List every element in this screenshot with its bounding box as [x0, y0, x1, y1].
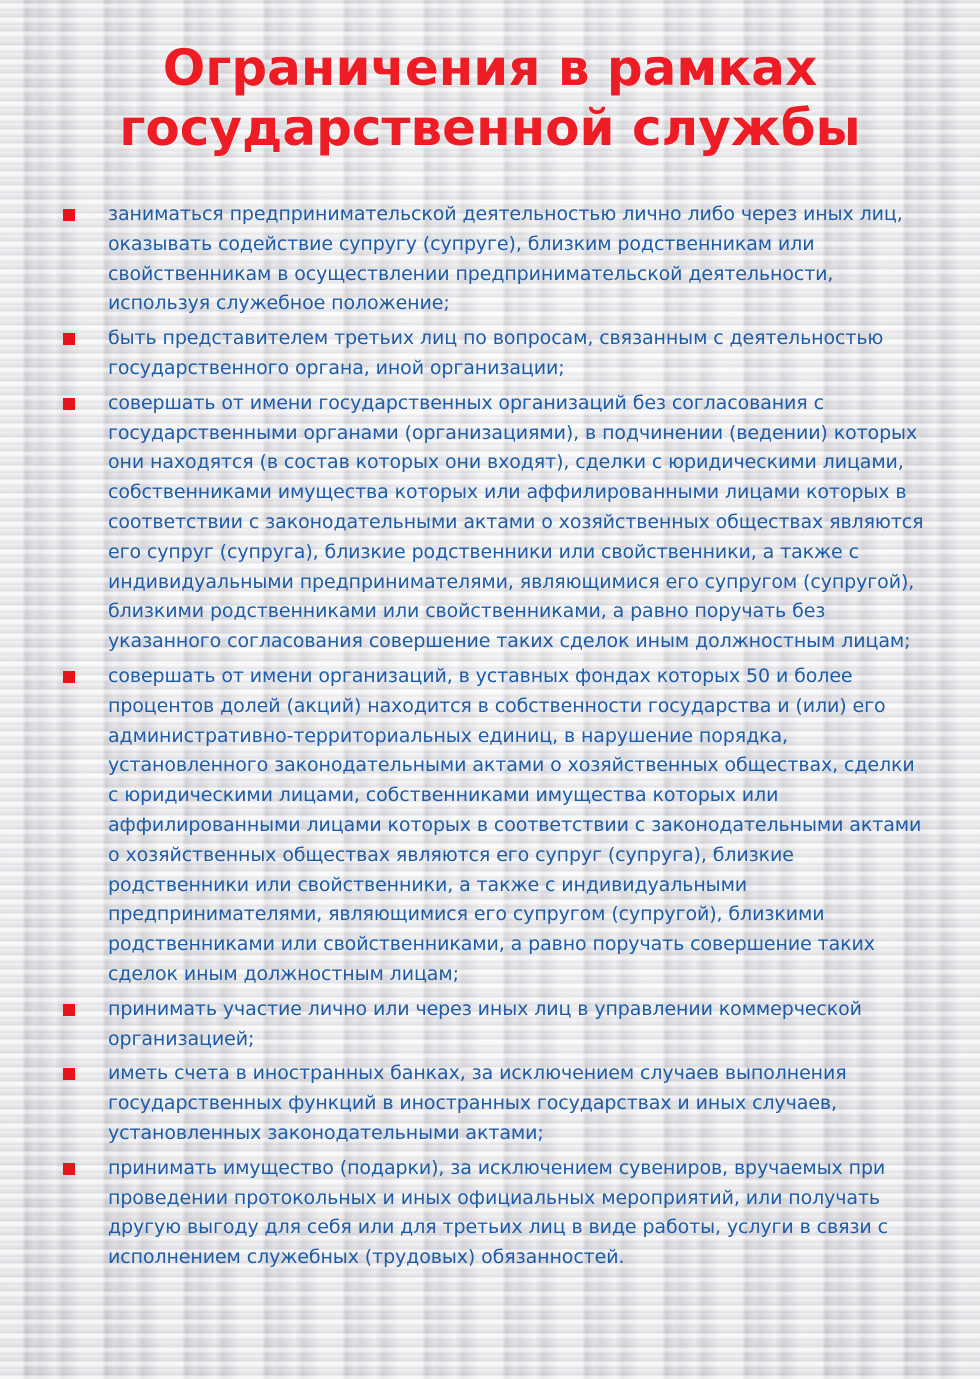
list-item-text: принимать имущество (подарки), за исключением сувениров, вручаемых при проведении протокольных и иных официальных мероприятий, или получать другую выгоду для себя или для третьих лиц в виде работы, услуги в связи с исполнением служебных (трудовых) обязанностей. [108, 1156, 888, 1269]
page-title: Ограничения в рамках государственной службы [119, 39, 861, 157]
list-item-text: совершать от имени организаций, в уставных фондах которых 50 и более процентов долей (акций) находится в собственности государства и (или) его административно-территориальных единиц, в нарушение порядка, установленного законодательными актами о хозяйственных обществах, сделки с юридическими лицами, собственниками имущества которых или аффилированными лицами которых в соответствии с законодательными актами о хозяйственных обществах являются его супруг (супруга), близкие родственники или свойственники, а также с индивидуальными предпринимателями, являющимися его супругом (супругой), близкими родственниками или свойственниками, а равно поручать совершение таких сделок иным должностным лицам; [108, 664, 922, 985]
list-item-text: совершать от имени государственных организаций без согласования с государственными органами (организациями), в подчинении (ведении) которых они находятся (в состав которых они входят), сделки с юридическими лицами, собственниками имущества которых или аффилированными лицами которых в соответствии с законодательными актами о хозяйственных обществах являются его супруг (супруга), близкие родственники или свойственники, а также с индивидуальными предпринимателями, являющимися его супругом (супругой), близкими родственниками или свойственниками, а равно поручать без указанного согласования совершение таких сделок иным должностным лицам; [108, 391, 924, 653]
square-bullet-icon [63, 398, 75, 410]
square-bullet-icon [63, 1068, 75, 1080]
restrictions-list [0, 200, 980, 1278]
list-item [0, 662, 980, 990]
list-item [0, 1154, 980, 1273]
list-item-text: иметь счета в иностранных банках, за исключением случаев выполнения государственных функций в иностранных государствах и иных случаев, установленных законодательными актами; [108, 1062, 847, 1144]
list-item [0, 200, 980, 319]
square-bullet-icon [63, 1004, 75, 1016]
list-item [0, 1059, 980, 1148]
square-bullet-icon [63, 671, 75, 683]
square-bullet-icon [63, 333, 75, 345]
list-item-text: быть представителем третьих лиц по вопросам, связанным с деятельностью государственного органа, иной организации; [108, 327, 884, 379]
square-bullet-icon [63, 209, 75, 221]
list-item [0, 389, 980, 657]
list-item-text: принимать участие лично или через иных лиц в управлении коммерческой организацией; [108, 997, 862, 1050]
list-item-text: заниматься предпринимательской деятельностью лично либо через иных лиц, оказывать содействие супругу (супруге), близким родственникам или свойственникам в осуществлении предпринимательской деятельности, используя служебное положение; [108, 203, 903, 315]
square-bullet-icon [63, 1163, 75, 1175]
list-item [0, 324, 980, 384]
list-item [0, 995, 980, 1055]
